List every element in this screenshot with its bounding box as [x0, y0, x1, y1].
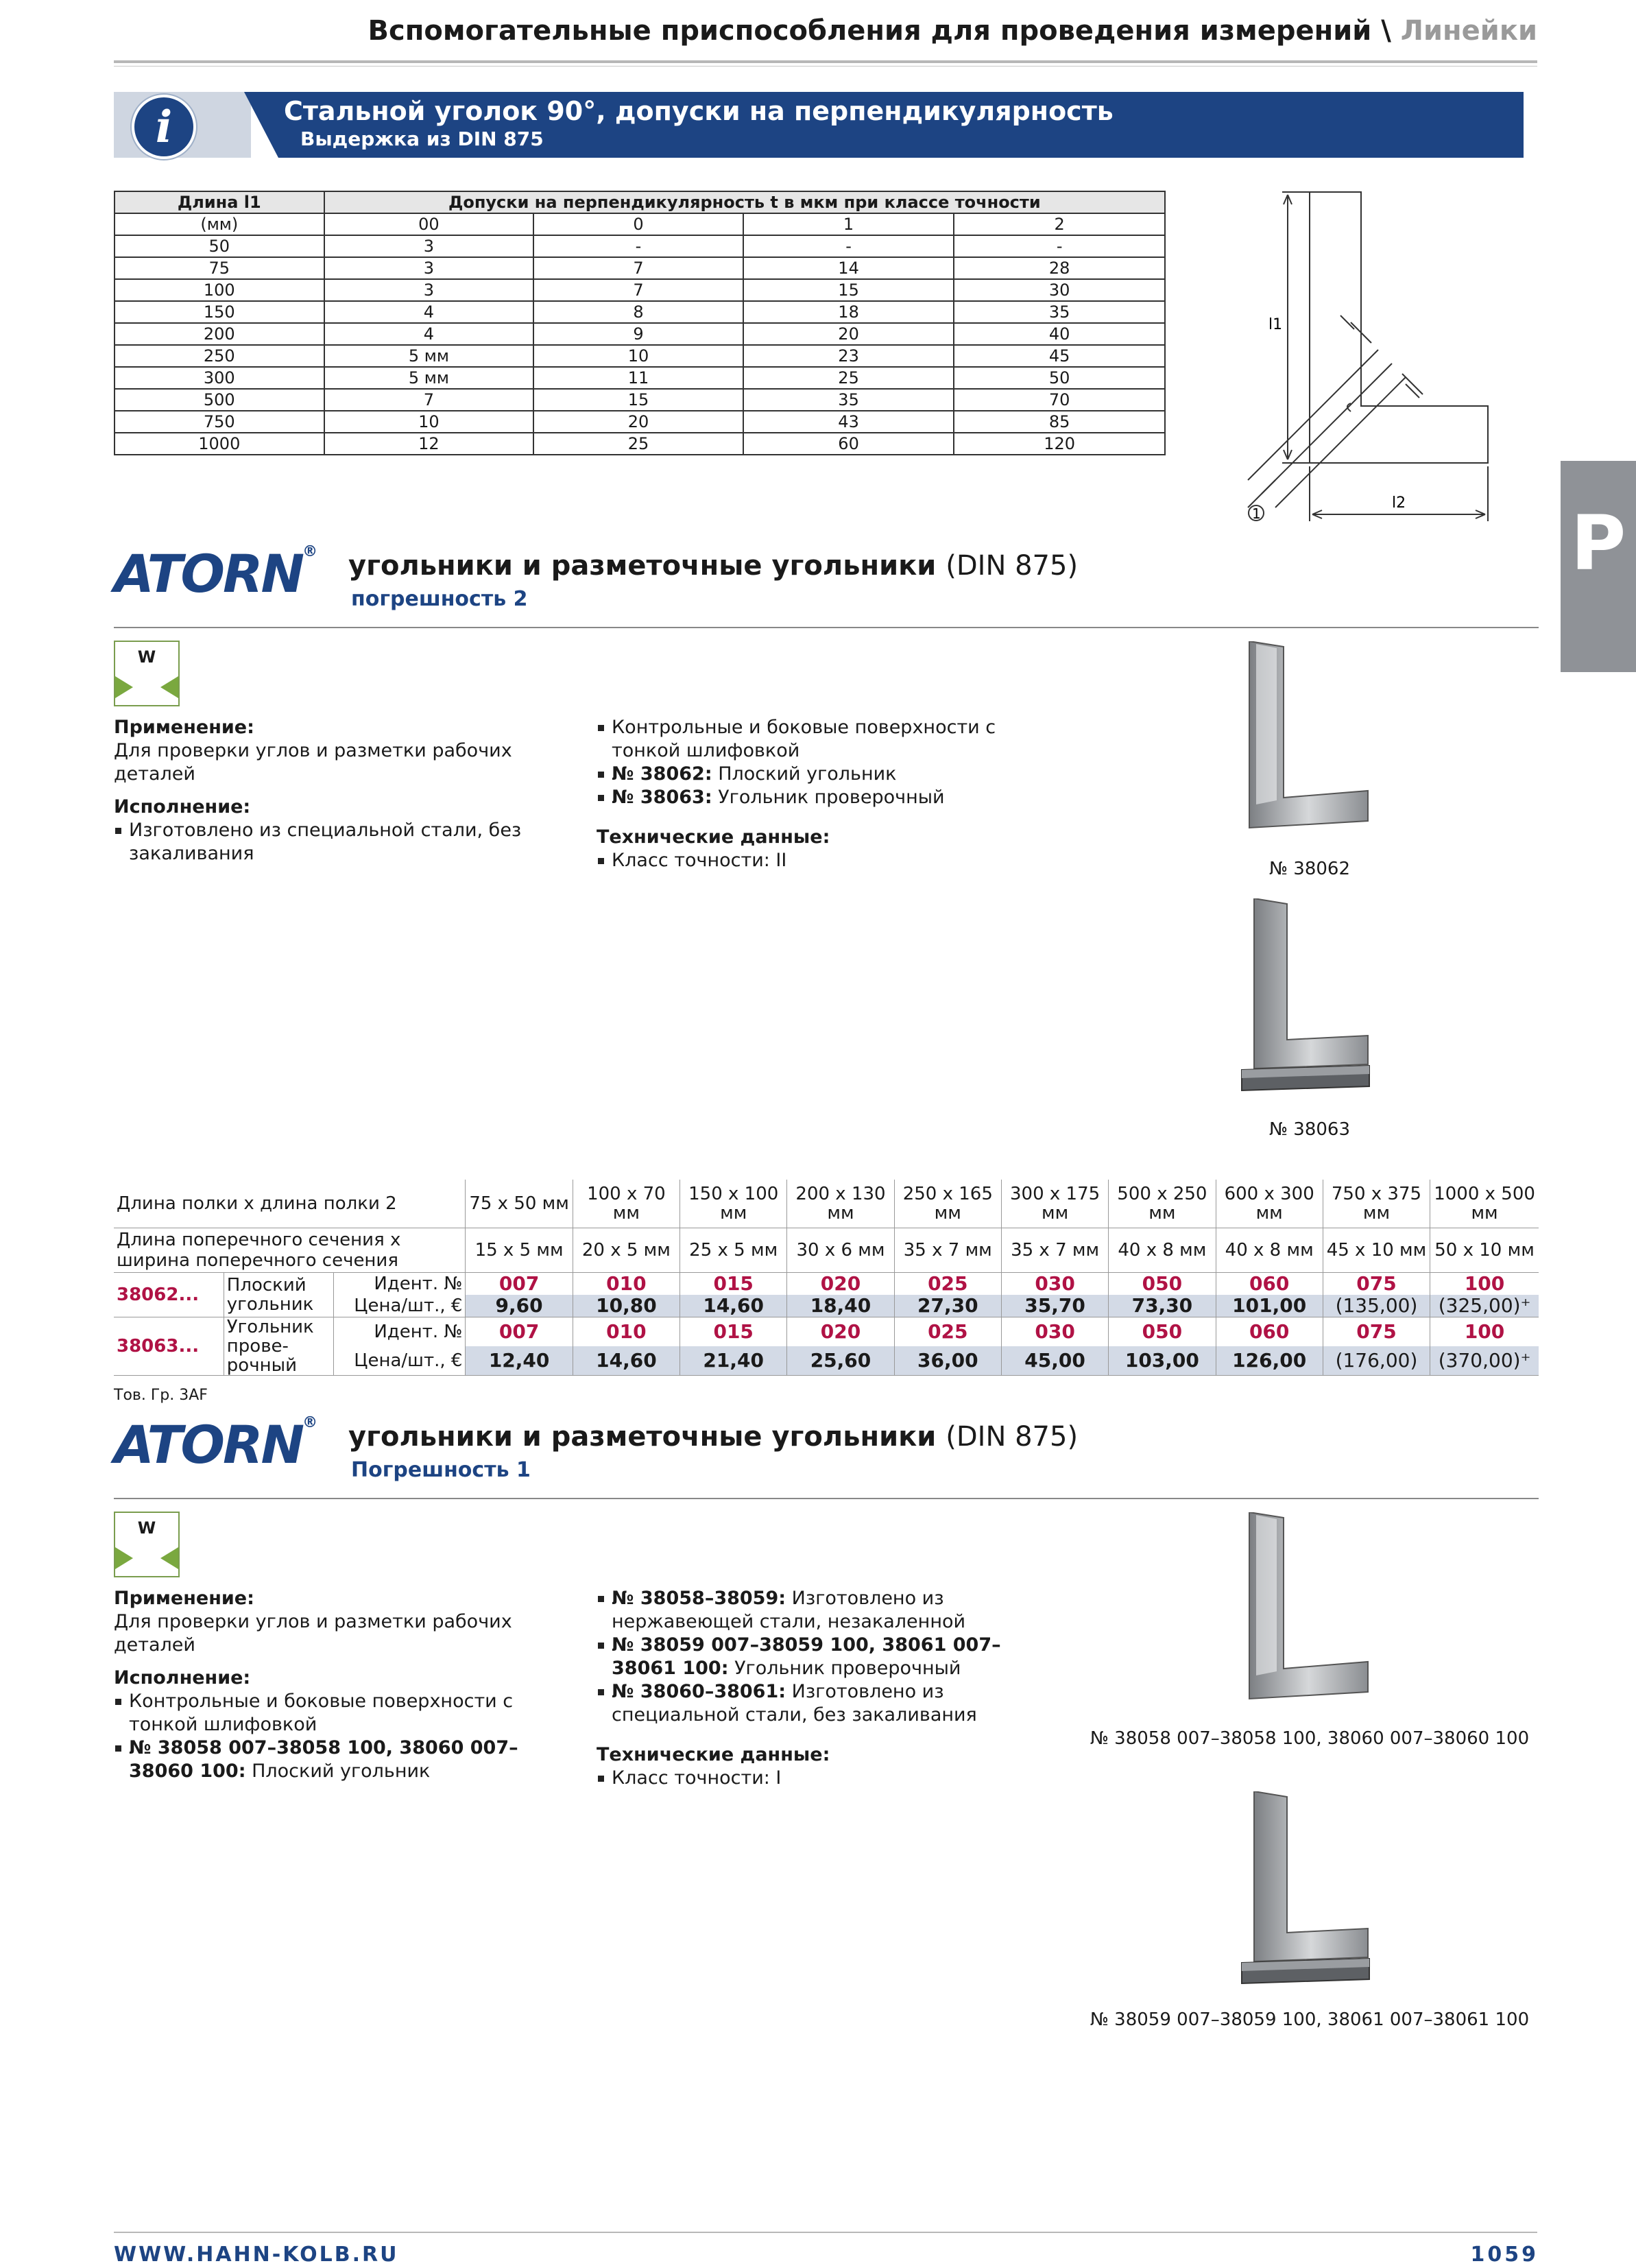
price-cell: 35,70 [1001, 1295, 1108, 1317]
execution-item: Изготовлено из специальной стали, без закаливания [114, 819, 566, 866]
table-row [115, 367, 1165, 389]
price-cell: 18,40 [787, 1295, 894, 1317]
section1-rule [114, 627, 1539, 628]
table-row [115, 433, 1165, 455]
price-label: Цена/шт., € [334, 1346, 466, 1376]
section2-title: угольники и разметочные угольники (DIN 875) [348, 1421, 1079, 1453]
table-cell: 3 [324, 257, 534, 279]
price-cell: 73,30 [1109, 1295, 1216, 1317]
execution-item: Контрольные и боковые поверхности с тонкой шлифовкой [114, 1690, 566, 1736]
table-cell: 50 [115, 235, 324, 257]
price-cell: 45,00 [1001, 1346, 1108, 1376]
table-cell: 7 [533, 279, 743, 301]
ident-code: 030 [1001, 1273, 1108, 1296]
tech-heading: Технические данные: [597, 1744, 830, 1765]
price-cell: 9,60 [466, 1295, 573, 1317]
table-cell: 10 [324, 411, 534, 433]
header-sub: Линейки [1400, 15, 1537, 47]
ident-label: Идент. № [334, 1317, 466, 1347]
table-cell: 85 [954, 411, 1165, 433]
ident-code: 050 [1109, 1317, 1216, 1347]
table-cell: 11 [533, 367, 743, 389]
table-row [114, 1273, 1539, 1296]
check-square-image [1238, 1791, 1382, 1997]
table-cell: 5 мм [324, 367, 534, 389]
table-cell: 35 [743, 389, 954, 411]
size-cell: 750 x 375 мм [1323, 1180, 1430, 1228]
check-square-image [1238, 898, 1382, 1104]
ident-code: 025 [894, 1317, 1001, 1347]
table-cell: 35 [954, 301, 1165, 323]
execution-heading: Исполнение: [114, 1667, 251, 1688]
table-cell: 7 [324, 389, 534, 411]
price-cell: 36,00 [894, 1346, 1001, 1376]
ident-code: 010 [573, 1273, 679, 1296]
ident-label: Идент. № [334, 1273, 466, 1296]
section-cell: 35 x 7 мм [1001, 1228, 1108, 1273]
table-cell: 00 [324, 213, 534, 235]
table-cell: 43 [743, 411, 954, 433]
table-cell: 45 [954, 345, 1165, 367]
article-number: 38063... [114, 1317, 224, 1376]
section2-rule [114, 1498, 1539, 1499]
table-row [115, 389, 1165, 411]
side-tab-letter: P [1570, 499, 1626, 587]
feature-item: № 38059 007–38059 100, 38061 007–38061 100: Угольник проверочный [597, 1634, 1063, 1680]
application-text: Для проверки углов и разметки рабочих деталей [114, 1611, 512, 1656]
section-cell: 45 x 10 мм [1323, 1228, 1430, 1273]
diagram-marker: 1 [1252, 505, 1261, 522]
table-row [115, 279, 1165, 301]
table-row [115, 257, 1165, 279]
info-title: Стальной уголок 90°, допуски на перпендикулярность [284, 96, 1114, 126]
table-row [115, 213, 1165, 235]
w-workshop-icon: W [114, 1512, 180, 1577]
table-cell: 75 [115, 257, 324, 279]
feature-item: № 38063: Угольник проверочный [597, 786, 1063, 809]
table-cell: 100 [115, 279, 324, 301]
caption-38059: № 38059 007–38059 100, 38061 007–38061 100 [1090, 2009, 1530, 2030]
table-cell: 3 [324, 235, 534, 257]
table-cell: 2 [954, 213, 1165, 235]
table-row [115, 235, 1165, 257]
table-cell: 28 [954, 257, 1165, 279]
footnote: Тов. Гр. 3AF [114, 1387, 208, 1404]
ident-code: 025 [894, 1273, 1001, 1296]
size-cell: 75 x 50 мм [466, 1180, 573, 1228]
price-cell: 101,00 [1216, 1295, 1323, 1317]
feature-item: Контрольные и боковые поверхности с тонкой шлифовкой [597, 716, 1063, 763]
header-rule-thin [114, 66, 1537, 67]
ident-code: 060 [1216, 1317, 1323, 1347]
ident-code: 075 [1323, 1317, 1430, 1347]
application-heading: Применение: [114, 717, 254, 738]
footer-url-link[interactable]: WWW.HAHN-KOLB.RU [114, 2243, 399, 2267]
table-cell: 25 [743, 367, 954, 389]
square-tolerance-diagram [1207, 185, 1508, 528]
page-header-title [368, 15, 1537, 47]
brand-logo: ATORN® [114, 1414, 316, 1475]
size-cell: 100 x 70 мм [573, 1180, 679, 1228]
section-row-label: Длина поперечного сечения x ширина поперечного сечения [114, 1228, 466, 1273]
table-cell: 25 [533, 433, 743, 455]
size-cell: 300 x 175 мм [1001, 1180, 1108, 1228]
section-side-tab[interactable] [1561, 461, 1636, 672]
page-number: 1059 [1470, 2243, 1539, 2267]
tol-header-length: Длина l1 [115, 191, 324, 213]
brand-logo: ATORN® [114, 543, 316, 604]
price-cell: 21,40 [680, 1346, 787, 1376]
caption-38062: № 38062 [1268, 859, 1350, 879]
flat-square-image [1241, 641, 1378, 847]
table-cell: 18 [743, 301, 954, 323]
table-cell: 30 [954, 279, 1165, 301]
product-name: Угольник прове- рочный [224, 1317, 333, 1376]
section2-subtitle: Погрешность 1 [351, 1458, 531, 1482]
section1-title: угольники и разметочные угольники (DIN 875) [348, 550, 1079, 582]
diagram-l2-label: l2 [1392, 494, 1406, 512]
table-cell: 12 [324, 433, 534, 455]
table-cell: 9 [533, 323, 743, 345]
size-row-label: Длина полки x длина полки 2 [114, 1180, 466, 1228]
section-cell: 15 x 5 мм [466, 1228, 573, 1273]
tech-heading: Технические данные: [597, 826, 830, 848]
ident-code: 015 [680, 1317, 787, 1347]
w-workshop-icon: W [114, 641, 180, 706]
tech-item: Класс точности: I [597, 1767, 1063, 1790]
table-cell: 120 [954, 433, 1165, 455]
table-cell: 750 [115, 411, 324, 433]
header-main: Вспомогательные приспособления для проведения измерений \ [368, 15, 1391, 47]
section1-left-text [114, 716, 566, 866]
diagram-l1-label: l1 [1268, 316, 1283, 333]
price-cell: (325,00)⁺ [1430, 1295, 1539, 1317]
table-cell: 1 [743, 213, 954, 235]
info-banner [114, 92, 1524, 158]
ident-code: 075 [1323, 1273, 1430, 1296]
tech-item: Класс точности: II [597, 849, 1063, 872]
ident-code: 100 [1430, 1273, 1539, 1296]
price-cell: 27,30 [894, 1295, 1001, 1317]
table-cell: - [954, 235, 1165, 257]
table-cell: - [533, 235, 743, 257]
table-row [115, 411, 1165, 433]
product-name: Плоский угольник [224, 1273, 333, 1317]
price-cell: 14,60 [680, 1295, 787, 1317]
price-cell: 103,00 [1109, 1346, 1216, 1376]
size-cell: 1000 x 500 мм [1430, 1180, 1539, 1228]
table-cell: 3 [324, 279, 534, 301]
price-cell: (370,00)⁺ [1430, 1346, 1539, 1376]
feature-item: № 38058–38059: Изготовлено из нержавеющей стали, незакаленной [597, 1587, 1063, 1634]
table-cell: 70 [954, 389, 1165, 411]
price-cell: 14,60 [573, 1346, 679, 1376]
section-cell: 40 x 8 мм [1109, 1228, 1216, 1273]
caption-38058: № 38058 007–38058 100, 38060 007–38060 100 [1090, 1728, 1530, 1749]
ident-code: 007 [466, 1317, 573, 1347]
tolerance-table [114, 191, 1166, 455]
application-text: Для проверки углов и разметки рабочих деталей [114, 740, 512, 785]
size-cell: 200 x 130 мм [787, 1180, 894, 1228]
section-cell: 25 x 5 мм [680, 1228, 787, 1273]
price-cell: 12,40 [466, 1346, 573, 1376]
price-cell: 25,60 [787, 1346, 894, 1376]
table-cell: 1000 [115, 433, 324, 455]
execution-heading: Исполнение: [114, 796, 251, 817]
table-cell: 60 [743, 433, 954, 455]
table-cell: 250 [115, 345, 324, 367]
footer-rule [114, 2232, 1537, 2233]
table-cell: 200 [115, 323, 324, 345]
price-cell: (135,00) [1323, 1295, 1430, 1317]
table-cell: 0 [533, 213, 743, 235]
ident-code: 020 [787, 1273, 894, 1296]
table-cell: 14 [743, 257, 954, 279]
table-row [114, 1228, 1539, 1273]
table-cell: 15 [743, 279, 954, 301]
execution-item: № 38058 007–38058 100, 38060 007–38060 100: Плоский угольник [114, 1736, 566, 1783]
section1-subtitle: погрешность 2 [351, 587, 528, 611]
ident-code: 007 [466, 1273, 573, 1296]
flat-square-image [1241, 1512, 1378, 1718]
size-cell: 150 x 100 мм [680, 1180, 787, 1228]
info-icon: i [132, 95, 196, 159]
section1-right-text [597, 716, 1063, 872]
size-cell: 600 x 300 мм [1216, 1180, 1323, 1228]
ident-code: 030 [1001, 1317, 1108, 1347]
table-cell: 300 [115, 367, 324, 389]
table-cell: 500 [115, 389, 324, 411]
table-cell: 15 [533, 389, 743, 411]
price-cell: (176,00) [1323, 1346, 1430, 1376]
table-cell: 7 [533, 257, 743, 279]
table-cell: 20 [743, 323, 954, 345]
table-cell: 4 [324, 301, 534, 323]
size-cell: 250 x 165 мм [894, 1180, 1001, 1228]
price-label: Цена/шт., € [334, 1295, 466, 1317]
section-cell: 50 x 10 мм [1430, 1228, 1539, 1273]
feature-item: № 38060–38061: Изготовлено из специальной стали, без закаливания [597, 1680, 1063, 1727]
table-row [114, 1317, 1539, 1347]
ident-code: 060 [1216, 1273, 1323, 1296]
section-cell: 30 x 6 мм [787, 1228, 894, 1273]
table-cell: - [743, 235, 954, 257]
table-cell: 150 [115, 301, 324, 323]
table-cell: (мм) [115, 213, 324, 235]
section2-right-text [597, 1587, 1063, 1790]
ident-code: 015 [680, 1273, 787, 1296]
article-number: 38062... [114, 1273, 224, 1317]
tol-header-span: Допуски на перпендикулярность t в мкм при классе точности [324, 191, 1165, 213]
section-cell: 35 x 7 мм [894, 1228, 1001, 1273]
table-cell: 5 мм [324, 345, 534, 367]
table-row [115, 323, 1165, 345]
ident-code: 020 [787, 1317, 894, 1347]
header-rule [114, 60, 1537, 63]
section-cell: 40 x 8 мм [1216, 1228, 1323, 1273]
table-cell: 4 [324, 323, 534, 345]
price-cell: 10,80 [573, 1295, 679, 1317]
table-cell: 10 [533, 345, 743, 367]
section2-left-text [114, 1587, 566, 1783]
table-cell: 23 [743, 345, 954, 367]
ident-code: 100 [1430, 1317, 1539, 1347]
table-row [115, 301, 1165, 323]
size-cell: 500 x 250 мм [1109, 1180, 1216, 1228]
table-row [115, 345, 1165, 367]
table-row [114, 1180, 1539, 1228]
table-cell: 8 [533, 301, 743, 323]
section-cell: 20 x 5 мм [573, 1228, 679, 1273]
info-subtitle: Выдержка из DIN 875 [300, 128, 544, 150]
application-heading: Применение: [114, 1588, 254, 1609]
ident-code: 010 [573, 1317, 679, 1347]
ident-code: 050 [1109, 1273, 1216, 1296]
table-cell: 40 [954, 323, 1165, 345]
feature-item: № 38062: Плоский угольник [597, 763, 1063, 786]
caption-38063: № 38063 [1268, 1119, 1350, 1140]
price-cell: 126,00 [1216, 1346, 1323, 1376]
table-cell: 50 [954, 367, 1165, 389]
table-cell: 20 [533, 411, 743, 433]
price-table [114, 1180, 1539, 1376]
